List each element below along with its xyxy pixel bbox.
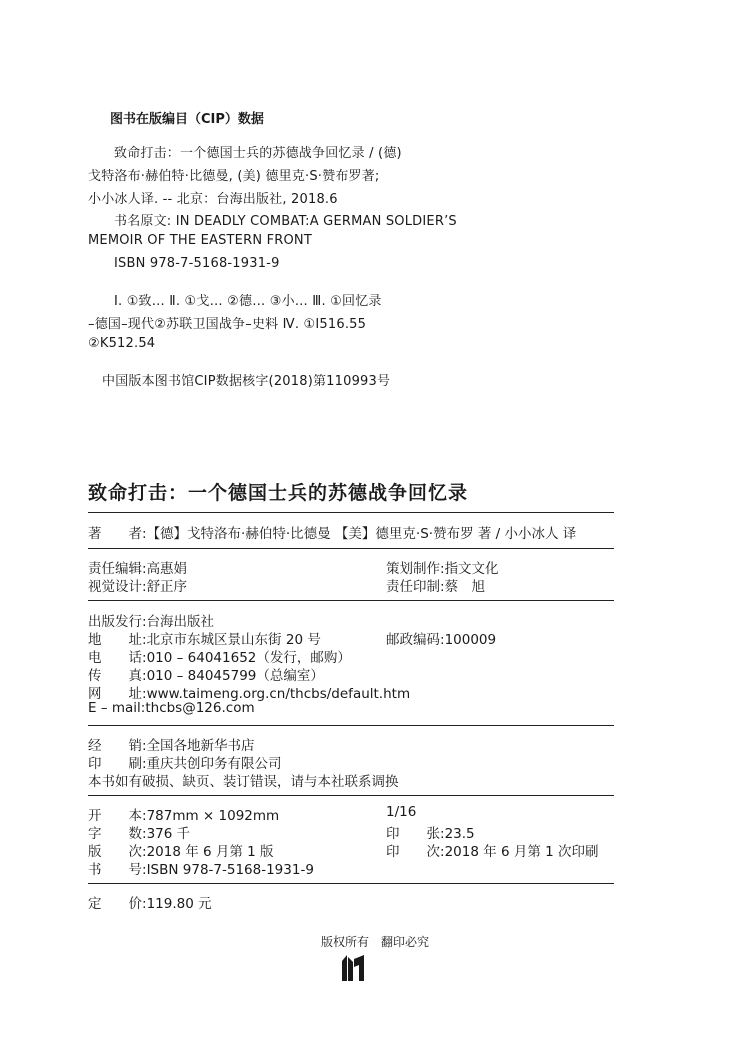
copyright-notice: 版权所有 翻印必究 [320, 935, 429, 949]
website-link[interactable]: www.taimeng.org.cn/thcbs/default.htm [146, 686, 411, 702]
price-label: 定 价: [88, 896, 147, 912]
divider [88, 600, 614, 601]
cip-line: ISBN 978-7-5168-1931-9 [114, 256, 280, 271]
seller-value: 全国各地新华书店 [146, 738, 255, 754]
visual-design-label: 视觉设计: [88, 579, 147, 595]
publisher-value: 台海出版社 [146, 614, 215, 630]
divider [88, 795, 614, 796]
printing-label: 印 次: [386, 844, 445, 860]
cip-line: 致命打击：一个德国士兵的苏德战争回忆录 / (德) [114, 146, 402, 161]
cip-record-number: 中国版本图书馆CIP数据核字(2018)第110993号 [102, 374, 391, 389]
format-fold: 1/16 [386, 804, 417, 820]
seller-row [88, 734, 255, 754]
visual-design-value: 舒正序 [146, 579, 188, 595]
printer-value: 重庆共创印务有限公司 [146, 756, 282, 772]
format-label: 开 本: [88, 808, 147, 824]
sheets-label: 印 张: [386, 826, 445, 842]
fax-value: 010 – 84045799（总编室） [146, 668, 324, 684]
word-count-row [88, 822, 190, 842]
printer-label: 印 刷: [88, 756, 147, 772]
postcode-label: 邮政编码: [386, 632, 445, 648]
phone-row [88, 646, 351, 666]
publisher-label: 出版发行: [88, 614, 147, 630]
cip-line: Ⅰ. ①致… Ⅱ. ①戈… ②德… ③小… Ⅲ. ①回忆录 [114, 294, 382, 309]
word-count-value: 376 千 [146, 826, 191, 842]
email-link[interactable]: thcbs@126.com [145, 700, 255, 716]
cip-line: 小小冰人译. -- 北京：台海出版社, 2018.6 [88, 192, 338, 207]
planning-value: 指文文化 [444, 561, 499, 577]
edition-row [88, 840, 274, 860]
address-label: 地 址: [88, 632, 147, 648]
authors-label: 著 者: [88, 526, 147, 542]
print-supervisor-value: 蔡 旭 [444, 579, 486, 595]
cip-heading: 图书在版编目（CIP）数据 [110, 112, 264, 127]
phone-label: 电 话: [88, 650, 147, 666]
postcode-row [386, 628, 496, 648]
responsible-editor-value: 高惠娟 [146, 561, 188, 577]
divider [88, 548, 614, 549]
print-supervisor-label: 责任印制: [386, 579, 445, 595]
visual-design-row [88, 575, 187, 595]
authors-row [88, 522, 576, 542]
divider [88, 883, 614, 884]
format-value: 787mm × 1092mm [146, 808, 280, 824]
format-row [88, 804, 279, 824]
book-title: 致命打击：一个德国士兵的苏德战争回忆录 [88, 482, 469, 504]
publisher-row [88, 610, 214, 630]
email-label: E – mail: [88, 700, 146, 716]
email-row [88, 700, 255, 716]
sheets-row [386, 822, 475, 842]
divider [88, 512, 614, 513]
printing-value: 2018 年 6 月第 1 次印刷 [444, 844, 599, 860]
isbn-row [88, 858, 314, 878]
price-value: 119.80 元 [146, 896, 212, 912]
return-notice: 本书如有破损、缺页、装订错误，请与本社联系调换 [88, 774, 399, 790]
address-value: 北京市东城区景山东街 20 号 [146, 632, 321, 648]
word-count-label: 字 数: [88, 826, 147, 842]
cip-line: MEMOIR OF THE EASTERN FRONT [88, 233, 312, 248]
cip-line: ②K512.54 [88, 336, 156, 351]
fax-row [88, 664, 324, 684]
website-label: 网 址: [88, 686, 147, 702]
print-supervisor-row [386, 575, 485, 595]
printing-row [386, 840, 599, 860]
edition-value: 2018 年 6 月第 1 版 [146, 844, 274, 860]
planning-label: 策划制作: [386, 561, 445, 577]
edition-label: 版 次: [88, 844, 147, 860]
publisher-logo-icon [342, 955, 364, 981]
cip-line: 戈特洛布·赫伯特·比德曼, (美) 德里克·S·赞布罗著; [88, 169, 380, 184]
isbn-value: ISBN 978-7-5168-1931-9 [146, 862, 314, 878]
sheets-value: 23.5 [444, 826, 475, 842]
phone-value: 010 – 64041652（发行，邮购） [146, 650, 351, 666]
planning-row [386, 557, 499, 577]
cip-line: 书名原文: IN DEADLY COMBAT:A GERMAN SOLDIER’S [114, 214, 457, 229]
postcode-value: 100009 [444, 632, 497, 648]
responsible-editor-label: 责任编辑: [88, 561, 147, 577]
website-row [88, 682, 410, 702]
divider [88, 725, 614, 726]
address-row [88, 628, 321, 648]
fax-label: 传 真: [88, 668, 147, 684]
cip-line: –德国–现代②苏联卫国战争–史料 Ⅳ. ①I516.55 [88, 317, 367, 332]
authors-value: 【德】戈特洛布·赫伯特·比德曼 【美】德里克·S·赞布罗 著 / 小小冰人 译 [146, 526, 577, 542]
printer-row [88, 752, 282, 772]
price-row [88, 892, 212, 912]
seller-label: 经 销: [88, 738, 147, 754]
responsible-editor-row [88, 557, 187, 577]
isbn-label: 书 号: [88, 862, 147, 878]
